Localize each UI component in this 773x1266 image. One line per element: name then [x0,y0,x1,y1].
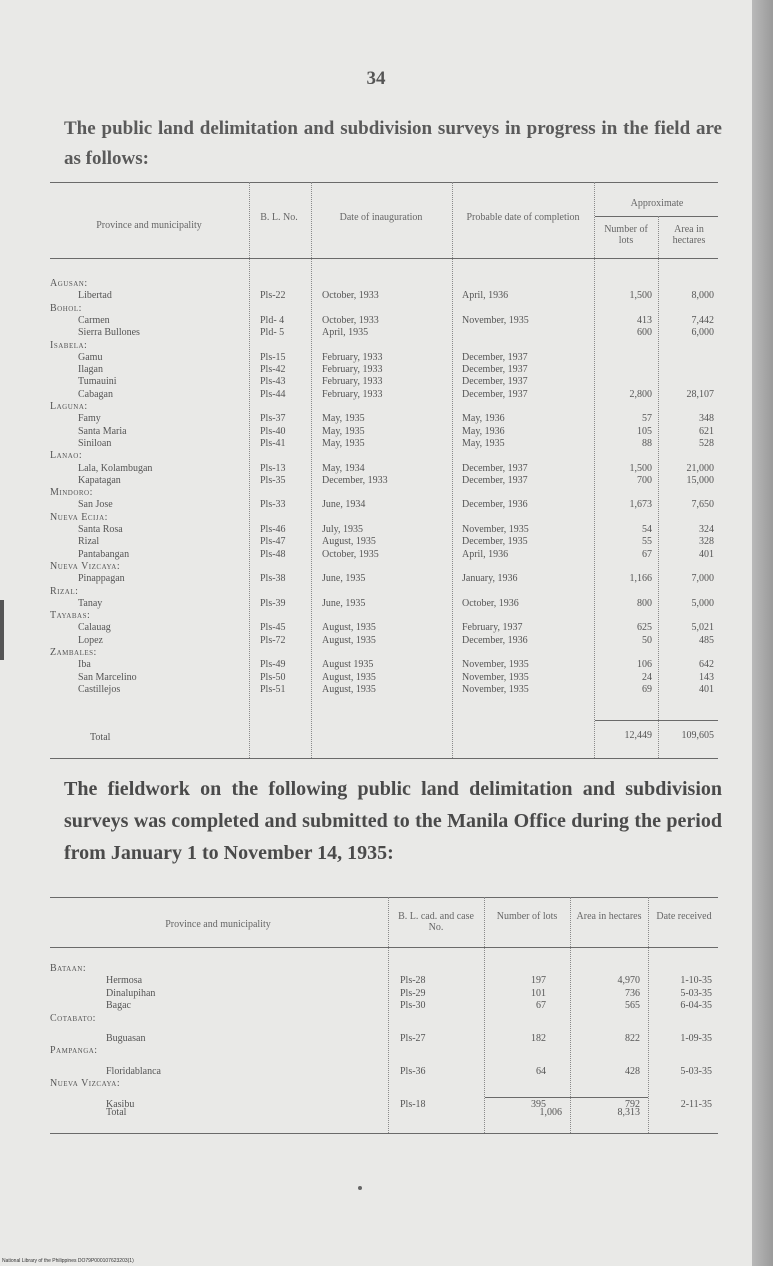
page-edge [752,0,773,1266]
area-hectares: 143 [699,671,714,683]
date-received: 5-03-35 [680,1065,712,1077]
number-of-lots: 600 [637,327,652,339]
header-bl-no: B. L. No. [260,212,298,223]
column-divider [658,216,659,758]
municipality-name: Pinappagan [78,573,125,585]
number-of-lots: 106 [637,659,652,671]
column-divider [249,182,250,758]
number-of-lots: 1,166 [629,573,652,585]
date-inauguration: July, 1935 [322,524,364,535]
municipality-name: Cabagan [78,388,113,400]
date-received: 1-09-35 [680,1033,712,1044]
table-rule [50,897,718,898]
date-inauguration: May, 1935 [322,425,365,437]
column-divider [648,897,649,1133]
probable-completion: April, 1936 [462,290,509,302]
municipality-name: Lala, Kolambugan [78,462,153,474]
municipality-name: Libertad [78,290,112,302]
area-hectares: 822 [625,1033,640,1044]
header-probable-date: Probable date of completion [466,212,580,223]
bl-number: Pls-72 [260,634,286,646]
bl-number: Pls-44 [260,388,286,400]
municipality-name: Pantabangan [78,548,130,560]
bl-number: Pls-22 [260,290,286,302]
bl-number: Pls-42 [260,364,286,376]
area-hectares: 5,000 [691,597,714,609]
header-province: Province and municipality [96,220,202,231]
municipality-name: Bagac [106,1000,131,1012]
area-hectares: 21,000 [686,462,714,474]
province-heading: Tayabas: [50,610,91,622]
bl-case-number: Pls-28 [400,975,426,987]
bl-number: Pls-41 [260,437,286,449]
probable-completion: December, 1937 [462,474,528,486]
table-rule [50,258,718,259]
municipality-name: Buguasan [106,1033,146,1044]
municipality-name: Rizal [78,536,100,548]
date-inauguration: August, 1935 [322,671,376,683]
province-heading: Isabela: [50,339,88,351]
column-divider [452,182,453,758]
province-heading: Zambales: [50,647,97,658]
area-hectares: 328 [699,536,714,548]
probable-completion: November, 1935 [462,659,529,671]
date-inauguration: June, 1935 [322,573,366,585]
number-of-lots: 64 [536,1065,546,1077]
bl-number: Pls-48 [260,548,286,560]
bl-number: Pls-33 [260,499,286,511]
number-of-lots: 55 [642,536,652,548]
library-footer: National Library of the Philippines DO79P000107623203(1) [2,1258,134,1264]
bl-case-number: Pls-18 [400,1098,426,1110]
bl-case-number: Pls-36 [400,1065,426,1077]
table-rule [50,758,718,759]
date-inauguration: May, 1934 [322,462,365,474]
number-of-lots: 88 [642,437,652,449]
number-of-lots: 69 [642,683,652,695]
intro-paragraph-1: The public land delimitation and subdivision surveys in progress in the field are as follows: [64,118,722,169]
area-hectares: 621 [699,425,714,437]
number-of-lots: 197 [531,975,546,987]
total-area: 109,605 [681,730,714,741]
number-of-lots: 1,500 [629,290,652,302]
municipality-name: San Jose [78,499,113,511]
municipality-name: Carmen [78,314,110,326]
date-inauguration: February, 1933 [322,364,383,376]
municipality-name: Iba [78,659,91,671]
probable-completion: December, 1937 [462,364,528,376]
bl-case-number: Pls-30 [400,1000,426,1012]
probable-completion: December, 1937 [462,462,528,474]
date-received: 2-11-35 [680,1098,712,1110]
date-inauguration: May, 1935 [322,413,365,425]
province-heading: Mindoro: [50,487,93,499]
municipality-name: Hermosa [106,975,143,987]
bl-number: Pls-35 [260,474,286,486]
bl-number: Pls-15 [260,351,286,363]
municipality-name: Castillejos [78,683,121,695]
area-hectares: 6,000 [691,327,714,339]
date-inauguration: June, 1934 [322,499,366,511]
column-divider [388,897,389,1133]
bl-number: Pls-51 [260,683,286,695]
bl-number: Pls-46 [260,524,286,535]
municipality-name: Santa Maria [78,425,127,437]
table-rule [50,947,718,948]
number-of-lots: 67 [536,1000,546,1012]
date-inauguration: August, 1935 [322,634,376,646]
number-of-lots: 1,500 [629,462,652,474]
header-bl-case: B. L. cad. and case No. [398,911,474,933]
table-rule [595,216,718,217]
date-inauguration: August, 1935 [322,536,376,548]
area-hectares: 642 [699,659,714,671]
date-inauguration: February, 1933 [322,351,383,363]
scan-mark [0,600,4,660]
area-hectares: 401 [699,683,714,695]
province-heading: Pampanga: [50,1045,98,1057]
number-of-lots: 54 [642,524,652,535]
header-date-received: Date received [656,911,712,922]
probable-completion: December, 1935 [462,536,528,548]
ink-dot [358,1186,362,1190]
date-inauguration: February, 1933 [322,388,383,400]
number-of-lots: 625 [637,622,652,634]
municipality-name: Santa Rosa [78,524,123,535]
area-hectares: 7,442 [691,314,714,326]
number-of-lots: 800 [637,597,652,609]
municipality-name: Gamu [78,351,103,363]
bl-number: Pld- 5 [260,327,285,339]
bl-number: Pls-40 [260,425,286,437]
surveys-in-progress-table [50,182,718,760]
municipality-name: Dinalupihan [106,987,156,999]
probable-completion: May, 1935 [462,437,505,449]
municipality-name: Calauag [78,622,111,634]
number-of-lots: 24 [642,671,652,683]
number-of-lots: 105 [637,425,652,437]
header-number-of-lots: Number of lots [496,911,558,922]
probable-completion: February, 1937 [462,622,523,634]
date-inauguration: April, 1935 [322,327,369,339]
probable-completion: November, 1935 [462,683,529,695]
area-hectares: 401 [699,548,714,560]
total-rule [595,720,718,721]
area-hectares: 4,970 [617,975,640,987]
probable-completion: May, 1936 [462,425,505,437]
area-hectares: 5,021 [691,622,714,634]
probable-completion: January, 1936 [462,573,518,585]
total-label: Total [106,1107,127,1118]
probable-completion: November, 1935 [462,671,529,683]
municipality-name: Kapatagan [78,474,121,486]
header-approximate: Approximate [630,198,684,209]
area-hectares: 28,107 [686,388,714,400]
province-heading: Agusan: [50,278,88,289]
area-hectares: 7,650 [691,499,714,511]
area-hectares: 15,000 [686,474,714,486]
date-inauguration: October, 1935 [322,548,379,560]
municipality-name: Sierra Bullones [78,327,140,339]
bl-case-number: Pls-27 [400,1033,426,1044]
number-of-lots: 413 [637,314,652,326]
total-label: Total [90,732,111,743]
total-area: 8,313 [617,1107,640,1118]
intro-paragraph-2: The fieldwork on the following public land delimitation and subdivision surveys was completed and submitted to the Manila Office during the period from January 1 to November 14, 1935: [64,778,722,864]
municipality-name: Floridablanca [106,1065,161,1077]
bl-number: Pls-50 [260,671,286,683]
municipality-name: Siniloan [78,437,112,449]
probable-completion: April, 1936 [462,548,509,560]
area-hectares: 8,000 [691,290,714,302]
bl-number: Pls-39 [260,597,286,609]
number-of-lots: 182 [531,1033,546,1044]
area-hectares: 428 [625,1065,640,1077]
province-heading: Rizal: [50,585,79,597]
area-hectares: 7,000 [691,573,714,585]
province-heading: Laguna: [50,401,88,412]
table-rule [50,182,718,183]
probable-completion: November, 1935 [462,524,529,535]
bl-number: Pls-38 [260,573,286,585]
municipality-name: Kasibu [106,1098,135,1110]
completed-surveys-table [50,897,718,1137]
province-heading: Nueva Ecija: [50,511,108,523]
date-inauguration: August, 1935 [322,683,376,695]
probable-completion: October, 1936 [462,597,519,609]
bl-number: Pls-45 [260,622,286,634]
header-number-of-lots: Number of lots [604,224,648,246]
bl-number: Pls-47 [260,536,286,548]
area-hectares: 565 [625,1000,640,1012]
date-inauguration: October, 1933 [322,290,379,302]
total-lots: 12,449 [624,730,652,741]
province-heading: Bataan: [50,963,87,974]
municipality-name: Ilagan [78,364,103,376]
area-hectares: 324 [699,524,714,535]
header-area-hectares: Area in hectares [576,911,642,922]
date-received: 5-03-35 [680,987,712,999]
page-number: 34 [366,68,386,89]
bl-number: Pld- 4 [260,314,285,326]
probable-completion: November, 1935 [462,314,529,326]
column-divider [594,182,595,758]
bl-number: Pls-49 [260,659,286,671]
probable-completion: December, 1936 [462,634,528,646]
date-inauguration: December, 1933 [322,474,388,486]
probable-completion: December, 1937 [462,376,528,388]
header-date-inauguration: Date of inauguration [339,212,423,223]
number-of-lots: 101 [531,987,546,999]
area-hectares: 348 [699,413,714,425]
date-inauguration: August 1935 [322,659,374,671]
date-inauguration: August, 1935 [322,622,376,634]
bl-number: Pls-37 [260,413,286,425]
province-heading: Lanao: [50,450,83,462]
date-inauguration: May, 1935 [322,437,365,449]
date-inauguration: October, 1933 [322,314,379,326]
number-of-lots: 700 [637,474,652,486]
municipality-name: Tumauini [78,376,117,388]
number-of-lots: 1,673 [629,499,652,511]
municipality-name: Famy [78,413,101,425]
probable-completion: May, 1936 [462,413,505,425]
area-hectares: 528 [699,437,714,449]
number-of-lots: 2,800 [629,388,652,400]
probable-completion: December, 1936 [462,499,528,511]
municipality-name: Tanay [78,597,103,609]
number-of-lots: 395 [531,1098,546,1110]
total-rule [485,1097,648,1098]
bl-case-number: Pls-29 [400,987,426,999]
probable-completion: December, 1937 [462,388,528,400]
number-of-lots: 67 [642,548,652,560]
area-hectares: 792 [625,1098,640,1110]
header-province: Province and municipality [165,919,271,930]
bl-number: Pls-43 [260,376,286,388]
area-hectares: 736 [625,987,640,999]
number-of-lots: 50 [642,634,652,646]
date-received: 1-10-35 [680,975,712,987]
probable-completion: December, 1937 [462,351,528,363]
province-heading: Cotabato: [50,1012,96,1024]
header-area-hectares: Area in hectares [672,224,706,246]
table-rule [50,1133,718,1134]
date-inauguration: February, 1933 [322,376,383,388]
total-lots: 1,006 [539,1107,562,1118]
date-inauguration: June, 1935 [322,597,366,609]
province-heading: Nueva Vizcaya: [50,560,121,572]
municipality-name: San Marcelino [78,671,137,683]
province-heading: Nueva Vizcaya: [50,1078,121,1090]
number-of-lots: 57 [642,413,652,425]
municipality-name: Lopez [78,634,103,646]
date-received: 6-04-35 [680,1000,712,1012]
province-heading: Bohol: [50,302,82,314]
area-hectares: 485 [699,634,714,646]
column-divider [311,182,312,758]
bl-number: Pls-13 [260,462,286,474]
